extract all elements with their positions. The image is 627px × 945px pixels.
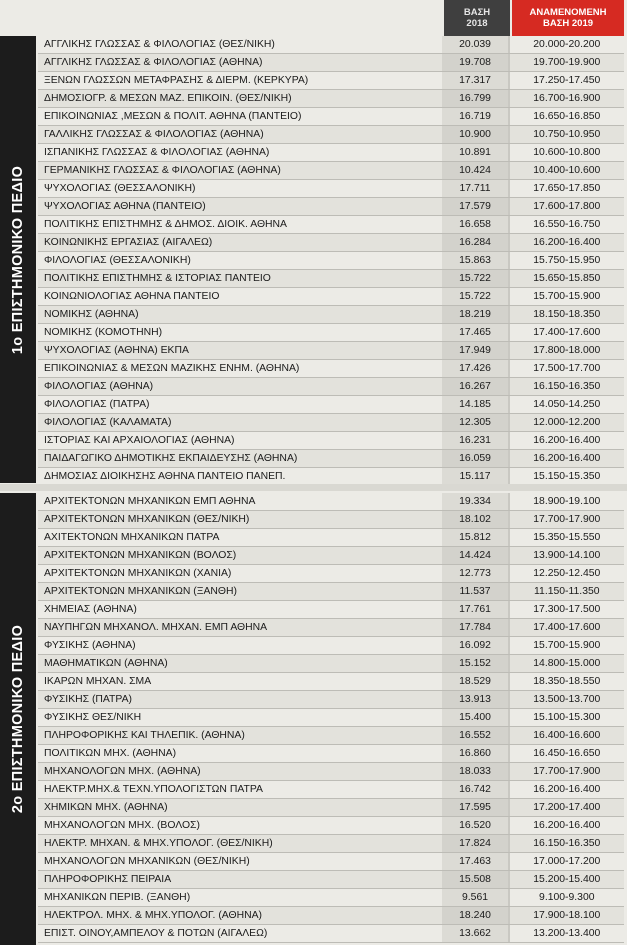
section-divider (0, 484, 627, 491)
base-2018-value: 17.579 (442, 198, 507, 215)
base-2018-value: 17.426 (442, 360, 507, 377)
department-name: ΚΟΙΝΩΝΙΚΗΣ ΕΡΓΑΣΙΑΣ (ΑΙΓΑΛΕΩ) (44, 237, 213, 248)
department-name: ΗΛΕΚΤΡΟΛ. ΜΗΧ. & ΜΗΧ.ΥΠΟΛΟΓ. (ΑΘΗΝΑ) (44, 910, 262, 921)
table-row (38, 583, 624, 601)
base-2018-value: 16.860 (442, 745, 507, 762)
table-row (38, 54, 624, 72)
table-row (38, 619, 624, 637)
base-2018-value: 13.913 (442, 691, 507, 708)
base-2018-value: 16.267 (442, 378, 507, 395)
base-2018-header-line1: ΒΑΣΗ (463, 7, 491, 18)
table-row (38, 36, 624, 54)
base-2018-value: 19.334 (442, 493, 507, 510)
base-2018-value: 14.424 (442, 547, 507, 564)
base-2018-value: 17.711 (442, 180, 507, 197)
table-row (38, 360, 624, 378)
base-2018-value: 17.824 (442, 835, 507, 852)
base-2018-value: 17.949 (442, 342, 507, 359)
expected-base-2019-header (512, 0, 624, 36)
department-name: ΦΙΛΟΛΟΓΙΑΣ (ΚΑΛΑΜΑΤΑ) (44, 417, 172, 428)
base-2018-value: 16.092 (442, 637, 507, 654)
field-1-rows (38, 36, 624, 486)
department-name: ΨΥΧΟΛΟΓΙΑΣ (ΑΘΗΝΑ) ΕΚΠΑ (44, 345, 189, 356)
field-2-label-bar (0, 493, 36, 945)
base-2018-header (444, 0, 510, 36)
expected-base-2019-value: 15.650-15.850 (508, 270, 624, 287)
expected-base-2019-value: 17.800-18.000 (508, 342, 624, 359)
department-name: ΜΗΧΑΝΙΚΩΝ ΠΕΡΙΒ. (ΞΑΝΘΗ) (44, 892, 191, 903)
expected-base-2019-value: 17.400-17.600 (508, 324, 624, 341)
expected-base-2019-value: 17.000-17.200 (508, 853, 624, 870)
base-2018-value: 17.784 (442, 619, 507, 636)
department-name: ΠΟΛΙΤΙΚΩΝ ΜΗΧ. (ΑΘΗΝΑ) (44, 748, 177, 759)
table-row (38, 342, 624, 360)
table-row (38, 108, 624, 126)
base-2018-value: 16.059 (442, 450, 507, 467)
expected-base-2019-value: 14.050-14.250 (508, 396, 624, 413)
department-name: ΧΗΜΙΚΩΝ ΜΗΧ. (ΑΘΗΝΑ) (44, 802, 168, 813)
base-2018-value: 12.773 (442, 565, 507, 582)
base-2018-value: 16.552 (442, 727, 507, 744)
field-2-rows (38, 493, 624, 943)
base-2018-value: 20.039 (442, 36, 507, 53)
department-name: ΗΛΕΚΤΡ. ΜΗΧΑΝ. & ΜΗΧ.ΥΠΟΛΟΓ. (ΘΕΣ/ΝΙΚΗ) (44, 838, 273, 849)
table-row (38, 324, 624, 342)
expected-base-2019-value: 18.900-19.100 (508, 493, 624, 510)
expected-base-2019-value: 15.700-15.900 (508, 637, 624, 654)
table-row (38, 889, 624, 907)
expected-base-2019-value: 20.000-20.200 (508, 36, 624, 53)
department-name: ΗΛΕΚΤΡ.ΜΗΧ.& ΤΕΧΝ.ΥΠΟΛΟΓΙΣΤΩΝ ΠΑΤΡΑ (44, 784, 263, 795)
base-2018-value: 14.185 (442, 396, 507, 413)
table-row (38, 763, 624, 781)
base-2018-value: 15.722 (442, 270, 507, 287)
department-name: ΑΓΓΛΙΚΗΣ ΓΛΩΣΣΑΣ & ΦΙΛΟΛΟΓΙΑΣ (ΑΘΗΝΑ) (44, 57, 263, 68)
base-2018-value: 18.219 (442, 306, 507, 323)
table-row (38, 565, 624, 583)
expected-base-2019-value: 16.650-16.850 (508, 108, 624, 125)
table-row (38, 126, 624, 144)
table-row (38, 637, 624, 655)
expected-base-2019-value: 16.700-16.900 (508, 90, 624, 107)
table-row (38, 414, 624, 432)
department-name: ΚΟΙΝΩΝΙΟΛΟΓΙΑΣ ΑΘΗΝΑ ΠΑΝΤΕΙΟ (44, 291, 220, 302)
expected-base-2019-value: 13.500-13.700 (508, 691, 624, 708)
table-row (38, 709, 624, 727)
base-2018-value: 18.240 (442, 907, 507, 924)
base-2018-value: 15.508 (442, 871, 507, 888)
expected-base-2019-value: 13.200-13.400 (508, 925, 624, 942)
department-name: ΜΗΧΑΝΟΛΟΓΩΝ ΜΗΧ. (ΒΟΛΟΣ) (44, 820, 200, 831)
department-name: ΦΙΛΟΛΟΓΙΑΣ (ΘΕΣΣΑΛΟΝΙΚΗ) (44, 255, 191, 266)
table-row (38, 493, 624, 511)
table-row (38, 835, 624, 853)
table-row (38, 234, 624, 252)
base-2018-value: 16.719 (442, 108, 507, 125)
table-row (38, 396, 624, 414)
expected-base-2019-value: 12.250-12.450 (508, 565, 624, 582)
base-2018-value: 11.537 (442, 583, 507, 600)
department-name: ΦΙΛΟΛΟΓΙΑΣ (ΠΑΤΡΑ) (44, 399, 150, 410)
table-row (38, 673, 624, 691)
table-row (38, 306, 624, 324)
expected-base-2019-value: 17.300-17.500 (508, 601, 624, 618)
table-row (38, 288, 624, 306)
department-name: ΠΟΛΙΤΙΚΗΣ ΕΠΙΣΤΗΜΗΣ & ΙΣΤΟΡΙΑΣ ΠΑΝΤΕΙΟ (44, 273, 271, 284)
field-1-section (0, 36, 627, 483)
expected-base-2019-value: 17.250-17.450 (508, 72, 624, 89)
table-row (38, 655, 624, 673)
expected-base-2019-value: 16.400-16.600 (508, 727, 624, 744)
department-name: ΠΟΛΙΤΙΚΗΣ ΕΠΙΣΤΗΜΗΣ & ΔΗΜΟΣ. ΔΙΟΙΚ. ΑΘΗΝΑ (44, 219, 287, 230)
department-name: ΨΥΧΟΛΟΓΙΑΣ ΑΘΗΝΑ (ΠΑΝΤΕΙΟ) (44, 201, 206, 212)
expected-base-2019-value: 9.100-9.300 (508, 889, 624, 906)
base-2018-value: 19.708 (442, 54, 507, 71)
expected-base-2019-value: 16.200-16.400 (508, 781, 624, 798)
expected-base-2019-value: 14.800-15.000 (508, 655, 624, 672)
table-row (38, 853, 624, 871)
department-name: ΝΑΥΠΗΓΩΝ ΜΗΧΑΝΟΛ. ΜΗΧΑΝ. ΕΜΠ ΑΘΗΝΑ (44, 622, 268, 633)
table-row (38, 511, 624, 529)
base-2018-value: 16.742 (442, 781, 507, 798)
department-name: ΞΕΝΩΝ ΓΛΩΣΣΩΝ ΜΕΤΑΦΡΑΣΗΣ & ΔΙΕΡΜ. (ΚΕΡΚΥΡΑ) (44, 75, 309, 86)
department-name: ΠΛΗΡΟΦΟΡΙΚΗΣ ΠΕΙΡΑΙΑ (44, 874, 172, 885)
expected-base-2019-value: 17.900-18.100 (508, 907, 624, 924)
table-row (38, 781, 624, 799)
expected-base-2019-value: 16.200-16.400 (508, 234, 624, 251)
expected-base-2019-value: 16.200-16.400 (508, 450, 624, 467)
table-row (38, 529, 624, 547)
table-row (38, 547, 624, 565)
table-row (38, 450, 624, 468)
department-name: ΓΑΛΛΙΚΗΣ ΓΛΩΣΣΑΣ & ΦΙΛΟΛΟΓΙΑΣ (ΑΘΗΝΑ) (44, 129, 264, 140)
base-2018-value: 16.658 (442, 216, 507, 233)
base-2018-value: 18.033 (442, 763, 507, 780)
base-2018-value: 16.799 (442, 90, 507, 107)
expected-base-2019-value: 15.100-15.300 (508, 709, 624, 726)
department-name: ΑΡΧΙΤΕΚΤΟΝΩΝ ΜΗΧΑΝΙΚΩΝ (ΘΕΣ/ΝΙΚΗ) (44, 514, 250, 525)
base-2018-value: 10.424 (442, 162, 507, 179)
expected-base-2019-value: 16.200-16.400 (508, 432, 624, 449)
base-2018-value: 18.102 (442, 511, 507, 528)
department-name: ΕΠΙΣΤ. ΟΙΝΟΥ,ΑΜΠΕΛΟΥ & ΠΟΤΩΝ (ΑΙΓΑΛΕΩ) (44, 928, 268, 939)
expected-base-2019-value: 13.900-14.100 (508, 547, 624, 564)
expected-base-2019-value: 17.650-17.850 (508, 180, 624, 197)
expected-base-2019-value: 10.400-10.600 (508, 162, 624, 179)
department-name: ΜΗΧΑΝΟΛΟΓΩΝ ΜΗΧΑΝΙΚΩΝ (ΘΕΣ/ΝΙΚΗ) (44, 856, 250, 867)
table-row (38, 432, 624, 450)
table-row (38, 691, 624, 709)
base-2018-value: 12.305 (442, 414, 507, 431)
table-row (38, 871, 624, 889)
department-name: ΑΓΓΛΙΚΗΣ ΓΛΩΣΣΑΣ & ΦΙΛΟΛΟΓΙΑΣ (ΘΕΣ/ΝΙΚΗ) (44, 39, 275, 50)
table-row (38, 799, 624, 817)
department-name: ΦΙΛΟΛΟΓΙΑΣ (ΑΘΗΝΑ) (44, 381, 154, 392)
base-2018-value: 10.900 (442, 126, 507, 143)
table-row (38, 72, 624, 90)
department-name: ΔΗΜΟΣΙΑΣ ΔΙΟΙΚΗΣΗΣ ΑΘΗΝΑ ΠΑΝΤΕΙΟ ΠΑΝΕΠ. (44, 471, 286, 482)
expected-base-2019-value: 15.200-15.400 (508, 871, 624, 888)
expected-base-2019-value: 10.600-10.800 (508, 144, 624, 161)
base-2018-value: 15.812 (442, 529, 507, 546)
base-2018-value: 16.284 (442, 234, 507, 251)
department-name: ΔΗΜΟΣΙΟΓΡ. & ΜΕΣΩΝ ΜΑΖ. ΕΠΙΚΟΙΝ. (ΘΕΣ/ΝΙΚΗ) (44, 93, 292, 104)
expected-base-2019-value: 15.150-15.350 (508, 468, 624, 485)
expected-base-2019-value: 16.550-16.750 (508, 216, 624, 233)
field-1-label-bar (0, 36, 36, 483)
department-name: ΦΥΣΙΚΗΣ (ΠΑΤΡΑ) (44, 694, 132, 705)
table-row (38, 180, 624, 198)
base-2018-value: 9.561 (442, 889, 507, 906)
field-2-label: 2ο ΕΠΙΣΤΗΜΟΝΙΚΟ ΠΕΔΙΟ (10, 624, 27, 814)
department-name: ΜΑΘΗΜΑΤΙΚΩΝ (ΑΘΗΝΑ) (44, 658, 168, 669)
table-row (38, 907, 624, 925)
table-row (38, 270, 624, 288)
base-2018-value: 15.400 (442, 709, 507, 726)
department-name: ΠΑΙΔΑΓΩΓΙΚΟ ΔΗΜΟΤΙΚΗΣ ΕΚΠΑΙΔΕΥΣΗΣ (ΑΘΗΝΑ) (44, 453, 298, 464)
department-name: ΑΡΧΙΤΕΚΤΟΝΩΝ ΜΗΧΑΝΙΚΩΝ ΕΜΠ ΑΘΗΝΑ (44, 496, 256, 507)
table-row (38, 817, 624, 835)
expected-base-2019-value: 16.450-16.650 (508, 745, 624, 762)
base-2018-header-line2: 2018 (466, 18, 488, 29)
expected-base-2019-value: 15.350-15.550 (508, 529, 624, 546)
expected-base-2019-value: 17.400-17.600 (508, 619, 624, 636)
field-1-label: 1ο ΕΠΙΣΤΗΜΟΝΙΚΟ ΠΕΔΙΟ (10, 165, 27, 354)
department-name: ΙΣΤΟΡΙΑΣ ΚΑΙ ΑΡΧΑΙΟΛΟΓΙΑΣ (ΑΘΗΝΑ) (44, 435, 235, 446)
expected-header-line1: ΑΝΑΜΕΝΟΜΕΝΗ (529, 7, 607, 18)
department-name: ΕΠΙΚΟΙΝΩΝΙΑΣ ,ΜΕΣΩΝ & ΠΟΛΙΤ. ΑΘΗΝΑ (ΠΑΝΤΕΙΟ) (44, 111, 302, 122)
expected-base-2019-value: 18.350-18.550 (508, 673, 624, 690)
table-row (38, 90, 624, 108)
department-name: ΜΗΧΑΝΟΛΟΓΩΝ ΜΗΧ. (ΑΘΗΝΑ) (44, 766, 201, 777)
expected-base-2019-value: 10.750-10.950 (508, 126, 624, 143)
base-2018-value: 17.317 (442, 72, 507, 89)
table-row (38, 601, 624, 619)
base-2018-value: 15.152 (442, 655, 507, 672)
expected-base-2019-value: 11.150-11.350 (508, 583, 624, 600)
table-row (38, 162, 624, 180)
department-name: ΑΡΧΙΤΕΚΤΟΝΩΝ ΜΗΧΑΝΙΚΩΝ (ΞΑΝΘΗ) (44, 586, 237, 597)
table-row (38, 252, 624, 270)
department-name: ΙΚΑΡΩΝ ΜΗΧΑΝ. ΣΜΑ (44, 676, 152, 687)
table-row (38, 198, 624, 216)
department-name: ΦΥΣΙΚΗΣ ΘΕΣ/ΝΙΚΗ (44, 712, 142, 723)
expected-base-2019-value: 16.150-16.350 (508, 835, 624, 852)
field-2-section (0, 493, 627, 945)
expected-base-2019-value: 17.600-17.800 (508, 198, 624, 215)
base-2018-value: 16.231 (442, 432, 507, 449)
base-2018-value: 15.117 (442, 468, 507, 485)
base-2018-value: 15.863 (442, 252, 507, 269)
base-2018-value: 15.722 (442, 288, 507, 305)
base-2018-value: 13.662 (442, 925, 507, 942)
table-row (38, 216, 624, 234)
expected-base-2019-value: 17.700-17.900 (508, 511, 624, 528)
department-name: ΓΕΡΜΑΝΙΚΗΣ ΓΛΩΣΣΑΣ & ΦΙΛΟΛΟΓΙΑΣ (ΑΘΗΝΑ) (44, 165, 281, 176)
department-name: ΑΡΧΙΤΕΚΤΟΝΩΝ ΜΗΧΑΝΙΚΩΝ (ΧΑΝΙΑ) (44, 568, 232, 579)
expected-base-2019-value: 12.000-12.200 (508, 414, 624, 431)
department-name: ΕΠΙΚΟΙΝΩΝΙΑΣ & ΜΕΣΩΝ ΜΑΖΙΚΗΣ ΕΝΗΜ. (ΑΘΗΝΑ) (44, 363, 300, 374)
table-row (38, 144, 624, 162)
department-name: ΝΟΜΙΚΗΣ (ΚΟΜΟΤΗΝΗ) (44, 327, 163, 338)
table-row (38, 745, 624, 763)
department-name: ΦΥΣΙΚΗΣ (ΑΘΗΝΑ) (44, 640, 136, 651)
expected-base-2019-value: 15.750-15.950 (508, 252, 624, 269)
base-2018-value: 17.463 (442, 853, 507, 870)
base-2018-value: 17.465 (442, 324, 507, 341)
department-name: ΑΧΙΤΕΚΤΟΝΩΝ ΜΗΧΑΝΙΚΩΝ ΠΑΤΡΑ (44, 532, 220, 543)
base-2018-value: 18.529 (442, 673, 507, 690)
expected-base-2019-value: 17.200-17.400 (508, 799, 624, 816)
department-name: ΠΛΗΡΟΦΟΡΙΚΗΣ ΚΑΙ ΤΗΛΕΠΙΚ. (ΑΘΗΝΑ) (44, 730, 245, 741)
department-name: ΨΥΧΟΛΟΓΙΑΣ (ΘΕΣΣΑΛΟΝΙΚΗ) (44, 183, 196, 194)
department-name: ΝΟΜΙΚΗΣ (ΑΘΗΝΑ) (44, 309, 139, 320)
table-row (38, 925, 624, 943)
expected-base-2019-value: 18.150-18.350 (508, 306, 624, 323)
expected-header-line2: ΒΑΣΗ 2019 (542, 18, 594, 29)
table-header (0, 0, 627, 36)
department-name: ΧΗΜΕΙΑΣ (ΑΘΗΝΑ) (44, 604, 137, 615)
table-row (38, 727, 624, 745)
expected-base-2019-value: 17.500-17.700 (508, 360, 624, 377)
expected-base-2019-value: 17.700-17.900 (508, 763, 624, 780)
expected-base-2019-value: 19.700-19.900 (508, 54, 624, 71)
base-2018-value: 17.595 (442, 799, 507, 816)
expected-base-2019-value: 16.150-16.350 (508, 378, 624, 395)
department-name: ΙΣΠΑΝΙΚΗΣ ΓΛΩΣΣΑΣ & ΦΙΛΟΛΟΓΙΑΣ (ΑΘΗΝΑ) (44, 147, 270, 158)
base-2018-value: 10.891 (442, 144, 507, 161)
expected-base-2019-value: 16.200-16.400 (508, 817, 624, 834)
expected-base-2019-value: 15.700-15.900 (508, 288, 624, 305)
department-name: ΑΡΧΙΤΕΚΤΟΝΩΝ ΜΗΧΑΝΙΚΩΝ (ΒΟΛΟΣ) (44, 550, 237, 561)
base-2018-value: 16.520 (442, 817, 507, 834)
table-row (38, 378, 624, 396)
base-2018-value: 17.761 (442, 601, 507, 618)
